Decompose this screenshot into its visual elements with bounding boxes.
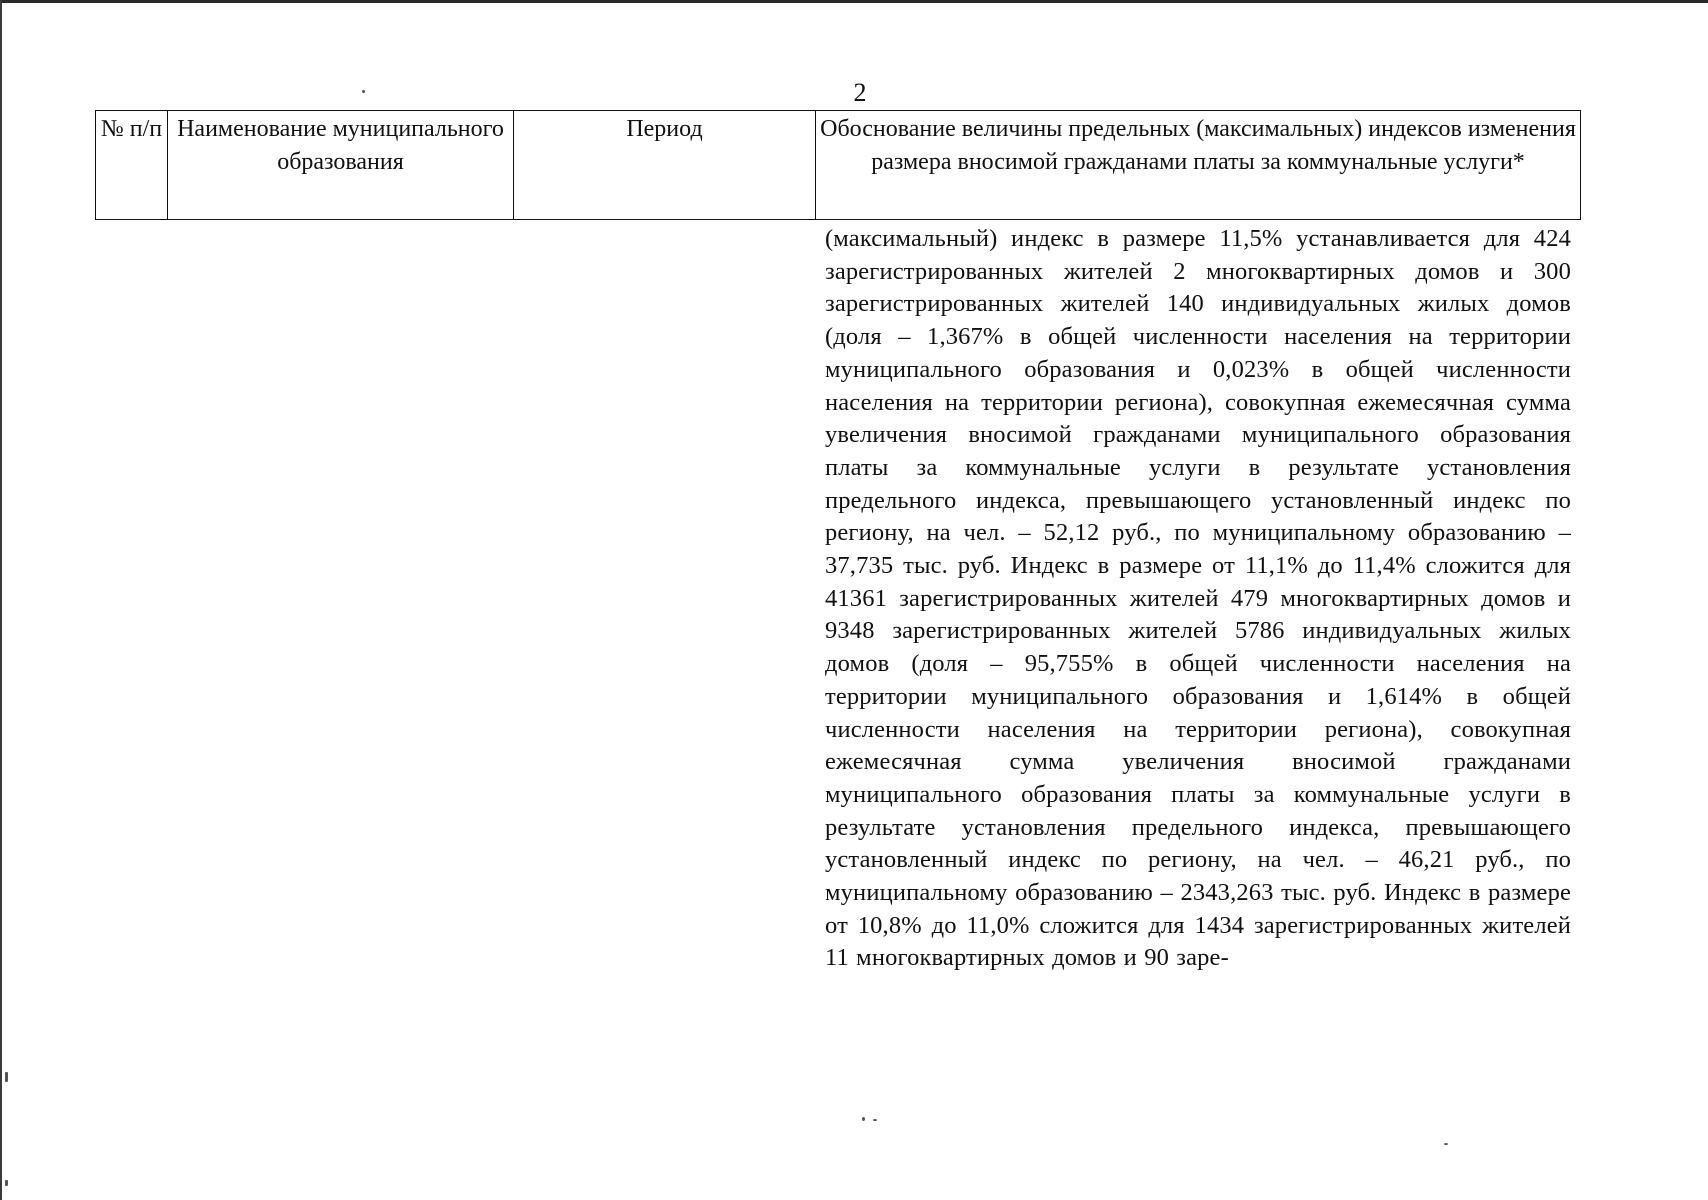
scan-edge-left xyxy=(0,0,2,1200)
header-cell-number: № п/п xyxy=(96,111,168,220)
header-cell-period: Период xyxy=(514,111,816,220)
scan-speck xyxy=(1444,1143,1448,1145)
scan-edge-top xyxy=(0,0,1708,3)
scan-speck xyxy=(5,1180,8,1186)
header-row xyxy=(96,111,1581,220)
scan-speck xyxy=(873,1119,877,1121)
page-number: 2 xyxy=(853,78,867,107)
scan-speck xyxy=(5,1072,8,1082)
header-cell-municipality: Наименование муниципального образования xyxy=(168,111,514,220)
scan-speck xyxy=(362,90,365,93)
header-table xyxy=(95,110,1581,220)
header-cell-justification: Обоснование величины предельных (максимальных) индексов изменения размера вносимой гражданами платы за коммунальные услуги* xyxy=(816,111,1581,220)
scan-speck xyxy=(862,1117,865,1121)
justification-body-text: (максимальный) индекс в размере 11,5% устанавливается для 424 зарегистрированных жителей 2 многоквартирных домов и 300 зарегистрированных жителей 140 индивидуальных жилых домов (доля – 1,367% в общей численности населения на территории муниципального образования и 0,023% в общей численности населения на территории региона), совокупная ежемесячная сумма увеличения вносимой гражданами муниципального образования платы за коммунальные услуги в результате установления предельного индекса, превышающего установленный индекс по региону, на чел. – 52,12 руб., по муниципальному образованию – 37,735 тыс. руб. Индекс в размере от 11,1% до 11,4% сложится для 41361 зарегистрированных жителей 479 многоквартирных домов и 9348 зарегистрированных жителей 5786 индивидуальных жилых домов (доля – 95,755% в общей численности населения на территории муниципального образования и 1,614% в общей численности населения на территории региона), совокупная ежемесячная сумма увеличения вносимой гражданами муниципального образования платы за коммунальные услуги в результате установления предельного индекса, превышающего установленный индекс по региону, на чел. – 46,21 руб., по муниципальному образованию – 2343,263 тыс. руб. Индекс в размере от 10,8% до 11,0% сложится для 1434 зарегистрированных жителей 11 многоквартирных домов и 90 заре- xyxy=(825,225,1571,972)
